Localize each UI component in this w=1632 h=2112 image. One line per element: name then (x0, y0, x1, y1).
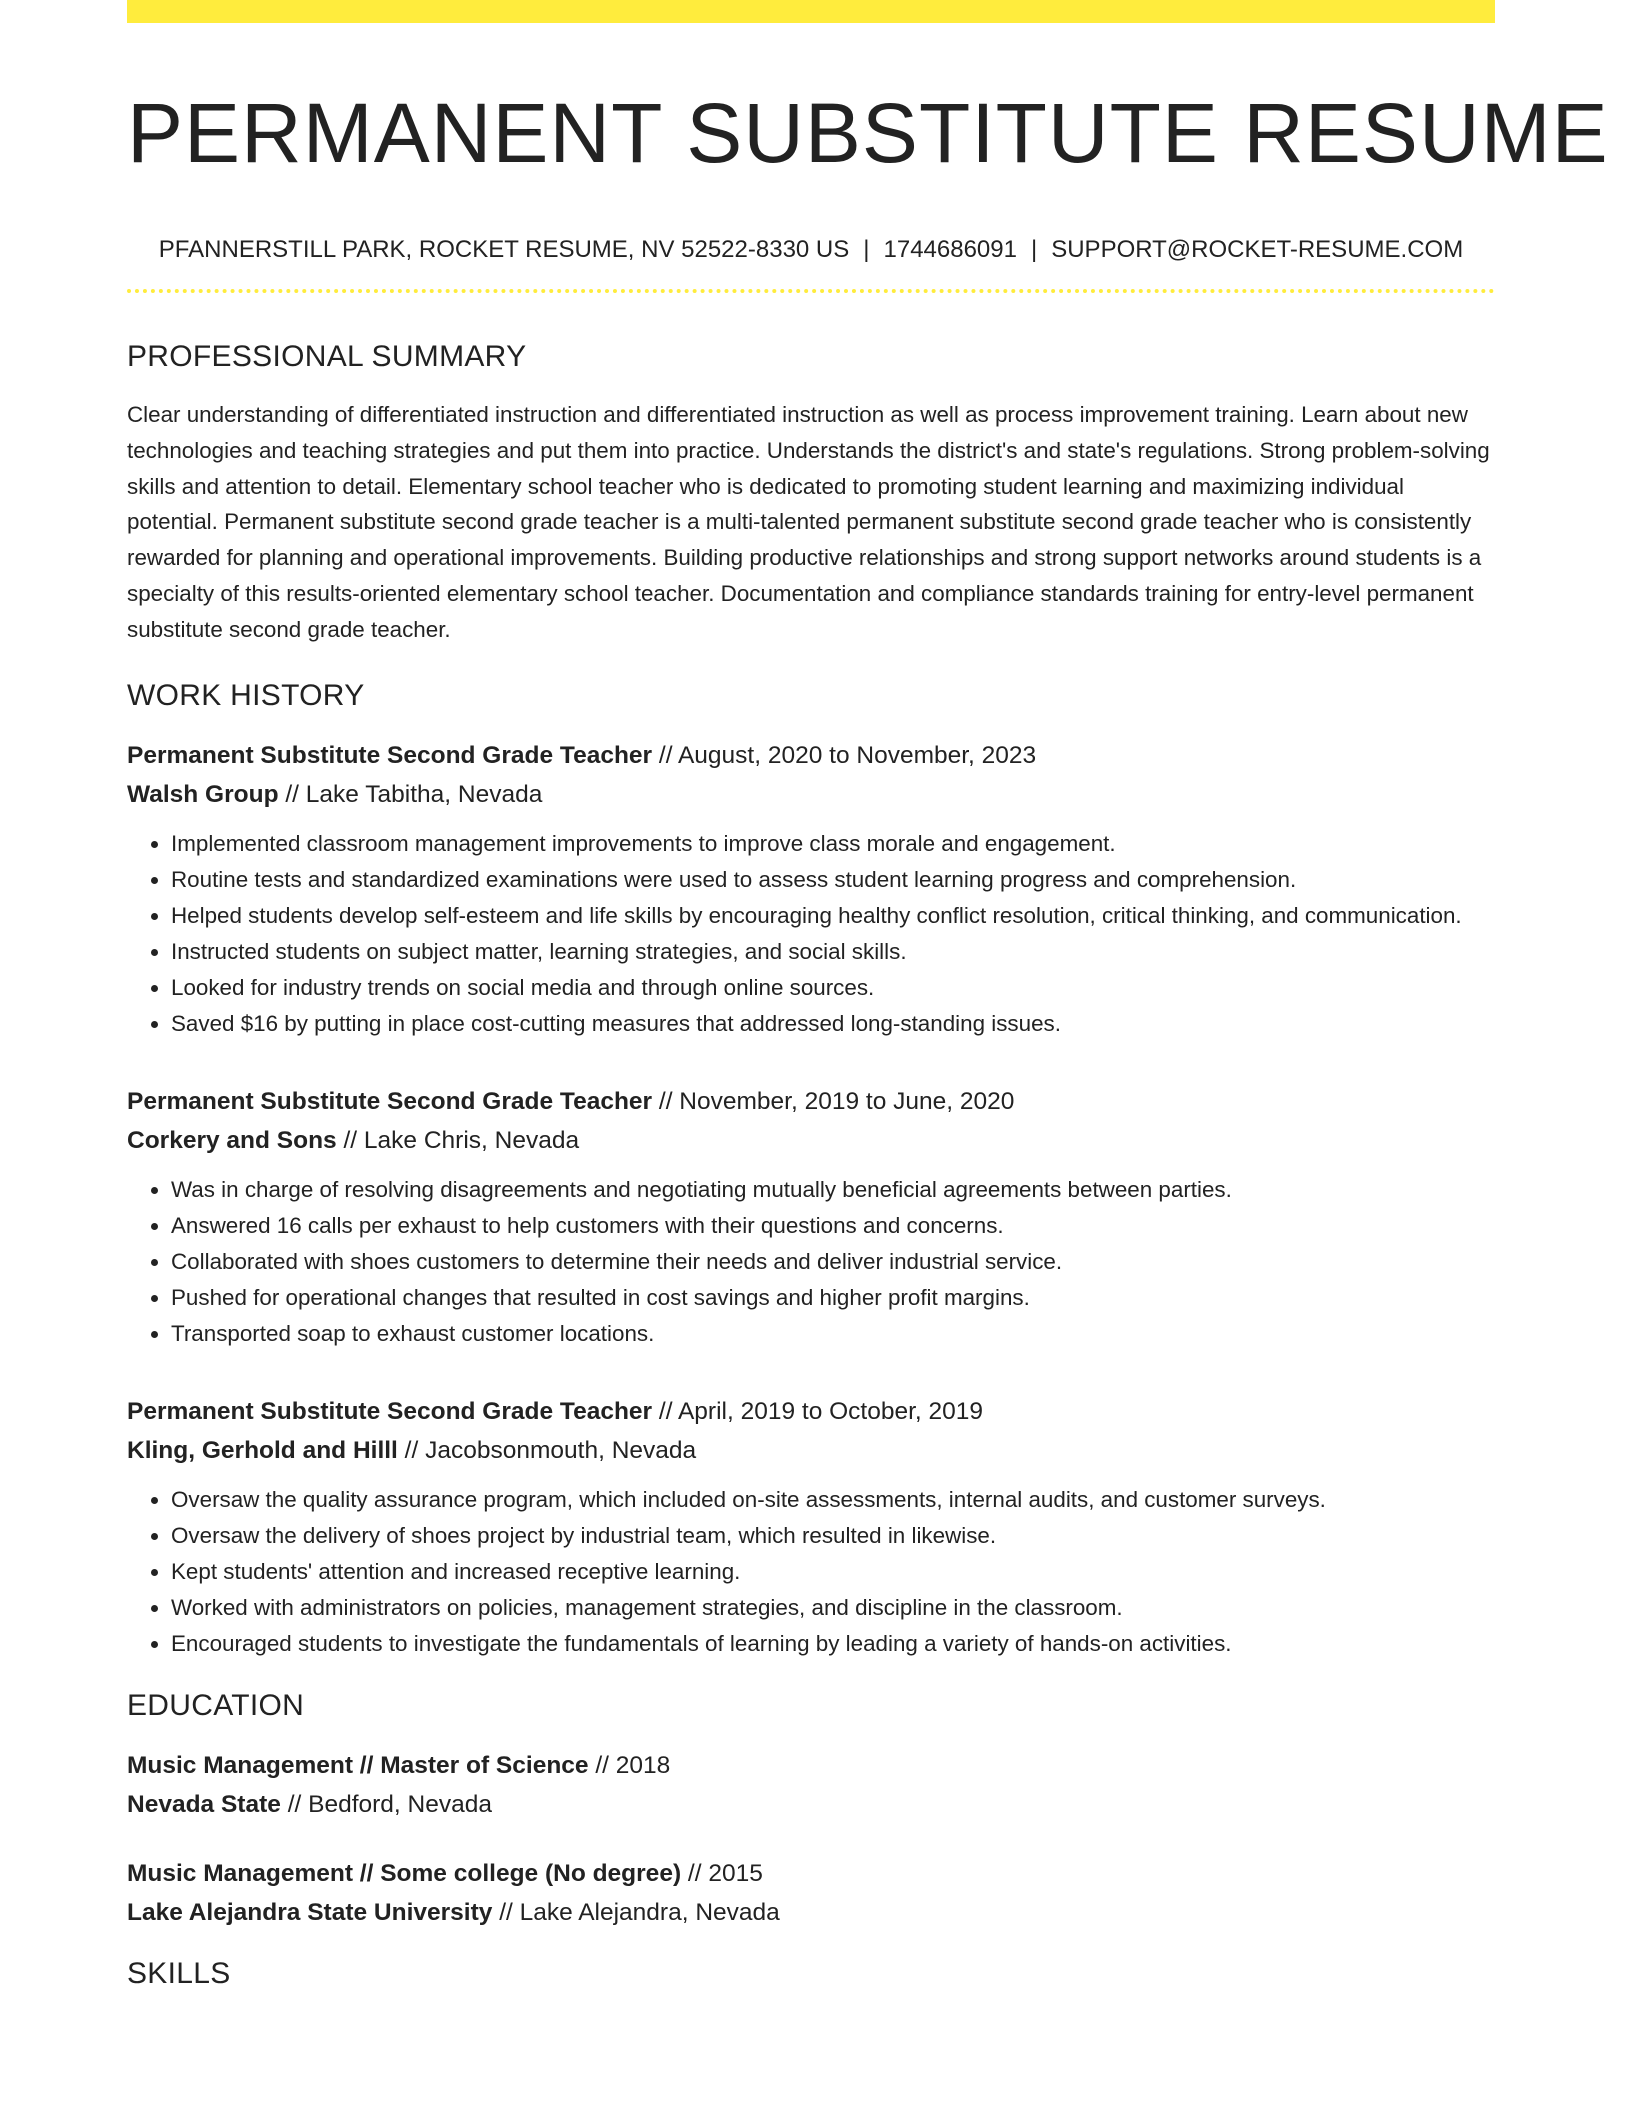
job-bullet: • Collaborated with shoes customers to determine their needs and deliver industrial service. (171, 1244, 1495, 1280)
education-degree: Music Management // Master of Science (127, 1751, 589, 1779)
education-heading: EDUCATION (127, 1688, 305, 1722)
job-entry (127, 736, 1495, 1042)
dotted-divider (127, 289, 1495, 293)
education-year: // 2018 (588, 1751, 671, 1779)
job-company-line (127, 1121, 1495, 1160)
contact-separator: | (863, 236, 870, 263)
job-bullet: • Answered 16 calls per exhaust to help customers with their questions and concerns. (171, 1208, 1495, 1244)
job-role: Permanent Substitute Second Grade Teacher (127, 1087, 653, 1115)
job-bullet: • Saved $16 by putting in place cost-cutting measures that addressed long-standing issues. (171, 1006, 1495, 1042)
summary-heading: PROFESSIONAL SUMMARY (127, 340, 527, 373)
contact-line (127, 235, 1495, 265)
job-entry (127, 1082, 1495, 1352)
education-school: Lake Alejandra State University (127, 1898, 493, 1926)
job-title-line (127, 736, 1495, 775)
contact-address: PFANNERSTILL PARK, ROCKET RESUME, NV 52522-8330 US (158, 236, 850, 263)
job-bullet: • Instructed students on subject matter, learning strategies, and social skills. (171, 934, 1495, 970)
education-school-line (127, 1893, 1495, 1932)
job-bullets (127, 1482, 1495, 1662)
job-role: Permanent Substitute Second Grade Teacher (127, 741, 653, 769)
job-entry (127, 1392, 1495, 1662)
job-bullet: • Kept students' attention and increased receptive learning. (171, 1554, 1495, 1590)
education-entry (127, 1746, 1495, 1824)
education-entry (127, 1854, 1495, 1932)
education-degree: Music Management // Some college (No degree) (127, 1859, 682, 1887)
job-title-line (127, 1392, 1495, 1431)
job-dates: // November, 2019 to June, 2020 (652, 1087, 1015, 1115)
job-location: // Lake Chris, Nevada (336, 1126, 580, 1154)
job-bullet: • Encouraged students to investigate the fundamentals of learning by leading a variety of hands-on activities. (171, 1626, 1495, 1662)
contact-email: SUPPORT@ROCKET-RESUME.COM (1051, 236, 1464, 263)
job-bullet: • Helped students develop self-esteem and life skills by encouraging healthy conflict resolution, critical thinking, and communication. (171, 898, 1495, 934)
job-bullet: • Was in charge of resolving disagreements and negotiating mutually beneficial agreements between parties. (171, 1172, 1495, 1208)
job-company-line (127, 1431, 1495, 1470)
education-school-line (127, 1785, 1495, 1824)
job-bullet: • Implemented classroom management improvements to improve class morale and engagement. (171, 826, 1495, 862)
job-bullet: • Oversaw the delivery of shoes project by industrial team, which resulted in likewise. (171, 1518, 1495, 1554)
contact-separator: | (1030, 236, 1038, 263)
summary-text: Clear understanding of differentiated instruction and differentiated instruction as well as process improvement training. Learn about new technologies and teaching strategies and put them into practice. Understands the district's and state's regulations. Strong problem-solving skills and attention to detail. Elementary school teacher who is dedicated to promoting student learning and maximizing individual potential. Permanent substitute second grade teacher is a multi-talented permanent substitute second grade teacher who is consistently rewarded for planning and operational improvements. Building productive relationships and strong support networks around students is a specialty of this results-oriented elementary school teacher. Documentation and compliance standards training for entry-level permanent substitute second grade teacher. (127, 402, 1490, 642)
resume-page (127, 23, 1609, 1992)
job-title-line (127, 1082, 1495, 1121)
job-bullet: • Routine tests and standardized examinations were used to assess student learning progress and comprehension. (171, 862, 1495, 898)
job-dates: // August, 2020 to November, 2023 (652, 741, 1037, 769)
education-year: // 2015 (681, 1859, 763, 1887)
job-bullet: • Pushed for operational changes that resulted in cost savings and higher profit margins. (171, 1280, 1495, 1316)
education-location: // Bedford, Nevada (280, 1790, 492, 1818)
education-location: // Lake Alejandra, Nevada (492, 1898, 780, 1926)
job-location: // Jacobsonmouth, Nevada (397, 1436, 697, 1464)
job-role: Permanent Substitute Second Grade Teacher (127, 1397, 653, 1425)
education-degree-line (127, 1854, 1495, 1893)
job-company: Kling, Gerhold and Hilll (127, 1436, 398, 1464)
job-bullet: • Worked with administrators on policies, management strategies, and discipline in the classroom. (171, 1590, 1495, 1626)
job-bullet: • Oversaw the quality assurance program, which included on-site assessments, internal audits, and customer surveys. (171, 1482, 1495, 1518)
work-history-heading: WORK HISTORY (127, 678, 365, 712)
job-location: // Lake Tabitha, Nevada (278, 780, 543, 808)
contact-phone: 1744686091 (883, 236, 1017, 263)
job-dates: // April, 2019 to October, 2019 (652, 1397, 984, 1425)
top-accent-bar (127, 0, 1495, 23)
skills-heading: SKILLS (127, 1956, 231, 1990)
job-company-line (127, 775, 1495, 814)
job-company: Walsh Group (127, 780, 279, 808)
job-company: Corkery and Sons (127, 1126, 337, 1154)
job-bullets (127, 1172, 1495, 1352)
resume-title: PERMANENT SUBSTITUTE RESUME (127, 86, 1609, 180)
job-bullet: • Transported soap to exhaust customer locations. (171, 1316, 1495, 1352)
job-bullet: • Looked for industry trends on social media and through online sources. (171, 970, 1495, 1006)
education-degree-line (127, 1746, 1495, 1785)
job-bullets (127, 826, 1495, 1042)
education-school: Nevada State (127, 1790, 281, 1818)
